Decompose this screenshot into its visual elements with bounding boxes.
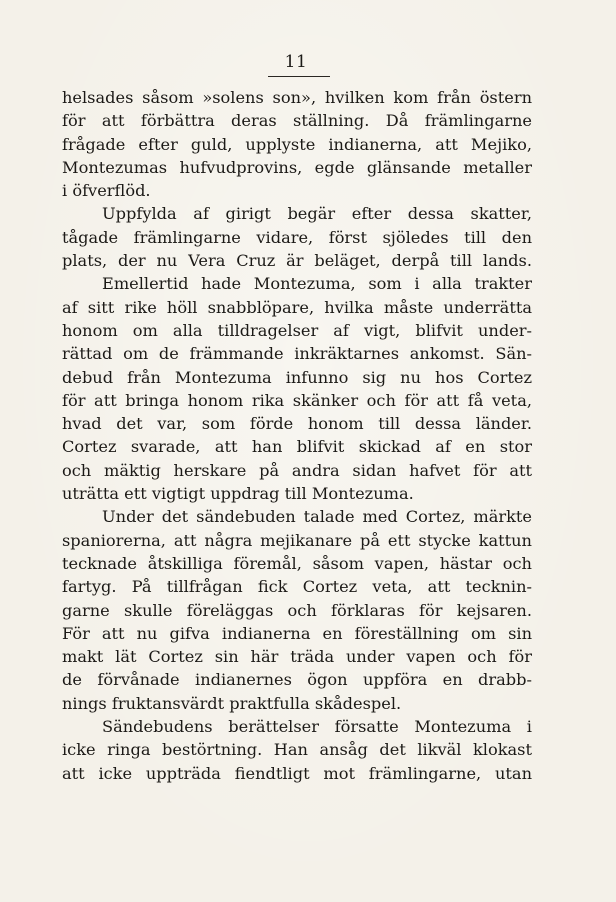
text-line: makt lät Cortez sin här träda under vapen och för [62, 647, 532, 667]
text-line: Sändebudens berättelser försatte Montezuma i [102, 717, 532, 737]
text-line: hvad det var, som förde honom till dessa länder. [62, 414, 532, 434]
text-line: för att förbättra deras ställning. Då främlingarne [62, 111, 532, 131]
text-line: För att nu gifva indianerna en föreställning om sin [62, 623, 532, 643]
text-line: rättad om de främmande inkräktarnes ankomst. Sän- [62, 344, 532, 364]
text-line: helsades såsom »solens son», hvilken kom från östern [62, 88, 532, 107]
text-line: Emellertid hade Montezuma, som i alla trakter [102, 274, 532, 294]
text-line: i öfverflöd. [62, 181, 151, 201]
text-line: nings fruktansvärdt praktfulla skådespel. [62, 693, 402, 713]
text-line: plats, der nu Vera Cruz är beläget, derpå till lands. [62, 251, 532, 271]
text-line: honom om alla tilldragelser af vigt, blifvit under- [62, 320, 532, 340]
text-line: Montezumas hufvudprovins, egde glänsande metaller [62, 157, 532, 177]
text-line: Cortez svarade, att han blifvit skickad af en stor [62, 437, 532, 457]
text-line: frågade efter guld, upplyste indianerna, att Mejiko, [62, 134, 532, 154]
text-line: icke ringa bestörtning. Han ansåg det likväl klokast [62, 740, 532, 760]
text-line: och mäktig herskare på andra sidan hafvet för att [62, 460, 532, 480]
text-line: för att bringa honom rika skänker och för att få veta, [62, 390, 532, 410]
text-line: af sitt rike höll snabblöpare, hvilka måste underrätta [62, 297, 532, 317]
text-line: Under det sändebuden talade med Cortez, märkte [102, 507, 532, 527]
body-text [62, 86, 532, 785]
text-line: spaniorerna, att några mejikanare på ett stycke kattun [62, 530, 532, 550]
text-line: garne skulle föreläggas och förklaras för kejsaren. [62, 600, 532, 620]
text-line: fartyg. På tillfrågan fick Cortez veta, att tecknin- [62, 577, 532, 597]
text-line: att icke uppträda fiendtligt mot främlingarne, utan [62, 763, 532, 783]
text-line: de förvånade indianernes ögon uppföra en drabb- [62, 670, 532, 690]
text-line: uträtta ett vigtigt uppdrag till Montezuma. [62, 484, 414, 504]
page-number: 11 [284, 52, 308, 72]
page-number-rule [268, 76, 330, 77]
text-line: tecknade åtskilliga föremål, såsom vapen, hästar och [62, 553, 532, 573]
text-line: tågade främlingarne vidare, först sjöledes till den [62, 227, 532, 247]
text-line: Uppfylda af girigt begär efter dessa skatter, [102, 204, 532, 224]
text-line: debud från Montezuma infunno sig nu hos Cortez [62, 367, 532, 387]
